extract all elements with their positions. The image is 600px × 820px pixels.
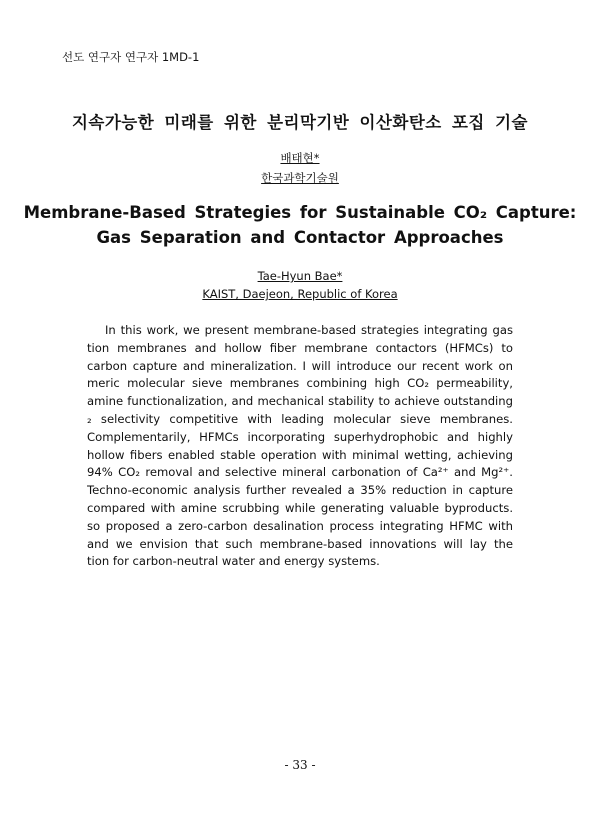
korean-author-name: 배태현* <box>280 151 320 165</box>
abstract <box>87 322 513 571</box>
english-author-name: Tae-Hyun Bae* <box>257 269 343 283</box>
abstract-line: carbon capture and mineralization. I will introduce our recent work on <box>87 358 513 373</box>
abstract-line: ₂ selectivity competitive with leading molecular sieve membranes. <box>87 411 513 426</box>
abstract-line: In this work, we present membrane-based strategies integrating gas <box>105 323 513 337</box>
abstract-line: so proposed a zero-carbon desalination process integrating HFMC with <box>87 518 513 533</box>
abstract-line: and we envision that such membrane-based innovations will lay the <box>87 536 513 551</box>
session-code-header: 선도 연구자 연구자 1MD-1 <box>62 50 200 64</box>
korean-title: 지속가능한 미래를 위한 분리막기반 이산화탄소 포집 기술 <box>71 113 528 132</box>
korean-affiliation <box>0 170 600 186</box>
abstract-line: Techno-economic analysis further revealed a 35% reduction in capture <box>87 483 513 498</box>
page-number: - 33 - <box>284 758 316 772</box>
abstract-line: 94% CO₂ removal and selective mineral carbonation of Ca²⁺ and Mg²⁺. <box>87 465 513 480</box>
abstract-line: compared with amine scrubbing while generating valuable byproducts. <box>87 500 513 515</box>
english-affiliation <box>0 287 600 301</box>
korean-affiliation-name: 한국과학기술원 <box>261 171 339 185</box>
english-affiliation-name: KAIST, Daejeon, Republic of Korea <box>202 287 398 301</box>
english-author <box>0 269 600 283</box>
abstract-line: amine functionalization, and mechanical stability to achieve outstanding <box>87 394 513 409</box>
abstract-line: Complementarily, HFMCs incorporating superhydrophobic and highly <box>87 429 513 444</box>
abstract-line: tion for carbon-neutral water and energy systems. <box>87 554 380 569</box>
abstract-line: meric molecular sieve membranes combining high CO₂ permeability, <box>87 376 513 391</box>
abstract-line: tion membranes and hollow fiber membrane contactors (HFMCs) to <box>87 340 513 355</box>
korean-author <box>0 150 600 166</box>
abstract-line: hollow fibers enabled stable operation with minimal wetting, achieving <box>87 447 513 462</box>
english-title-line-2: Gas Separation and Contactor Approaches <box>96 228 504 247</box>
english-title-line-1: Membrane-Based Strategies for Sustainable CO₂ Capture: <box>23 203 577 222</box>
